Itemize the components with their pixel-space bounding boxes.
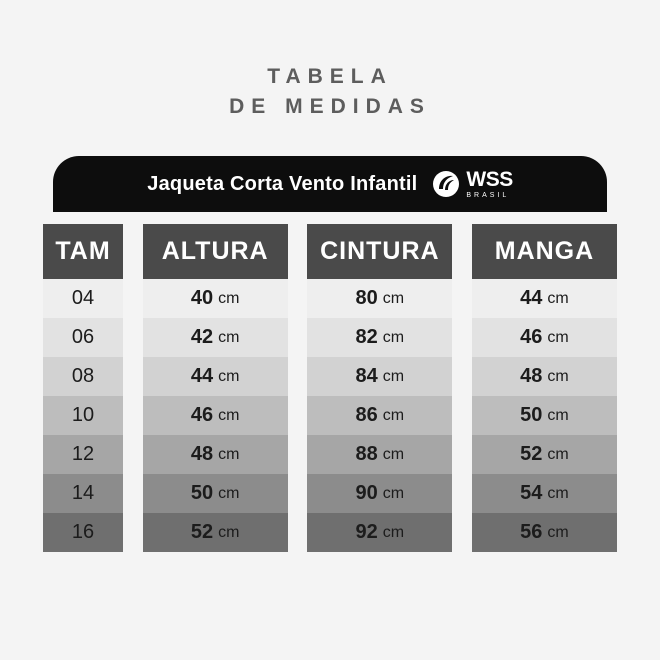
brand-wordmark xyxy=(466,169,512,199)
table-row: 48 cm xyxy=(143,435,288,474)
title-line-2: DE MEDIDAS xyxy=(229,95,431,118)
column-header-altura: ALTURA xyxy=(143,224,288,279)
table-row: 84 cm xyxy=(307,357,452,396)
column-cintura xyxy=(307,224,452,552)
table-row: 50 cm xyxy=(472,396,617,435)
brand-logo xyxy=(433,169,512,199)
table-row: 46 cm xyxy=(143,396,288,435)
product-name: Jaqueta Corta Vento Infantil xyxy=(147,172,418,195)
table-row: 90 cm xyxy=(307,474,452,513)
table-row: 44 cm xyxy=(143,357,288,396)
table-row: 50 cm xyxy=(143,474,288,513)
column-manga xyxy=(472,224,617,552)
table-row: 52 cm xyxy=(143,513,288,552)
table-row: 10 xyxy=(43,396,123,435)
table-row: 40 cm xyxy=(143,279,288,318)
table-row: 42 cm xyxy=(143,318,288,357)
product-header-bar xyxy=(53,156,607,212)
column-header-manga: MANGA xyxy=(472,224,617,279)
table-row: 86 cm xyxy=(307,396,452,435)
table-row: 54 cm xyxy=(472,474,617,513)
column-header-tam: TAM xyxy=(43,224,123,279)
page-title xyxy=(0,0,660,122)
table-row: 12 xyxy=(43,435,123,474)
table-row: 46 cm xyxy=(472,318,617,357)
table-row: 52 cm xyxy=(472,435,617,474)
table-row: 92 cm xyxy=(307,513,452,552)
table-row: 08 xyxy=(43,357,123,396)
brand-subtitle: BRASIL xyxy=(466,192,510,199)
title-line-1: TABELA xyxy=(267,65,393,88)
table-row: 04 xyxy=(43,279,123,318)
table-row: 88 cm xyxy=(307,435,452,474)
table-row: 56 cm xyxy=(472,513,617,552)
table-row: 16 xyxy=(43,513,123,552)
table-row: 06 xyxy=(43,318,123,357)
table-row: 48 cm xyxy=(472,357,617,396)
table-row: 80 cm xyxy=(307,279,452,318)
column-header-cintura: CINTURA xyxy=(307,224,452,279)
brand-name: WSS xyxy=(466,168,513,191)
column-tam xyxy=(43,224,123,552)
column-altura xyxy=(143,224,288,552)
table-row: 44 cm xyxy=(472,279,617,318)
table-row: 82 cm xyxy=(307,318,452,357)
table-row: 14 xyxy=(43,474,123,513)
wave-icon xyxy=(433,171,459,197)
measurements-table xyxy=(43,224,617,552)
